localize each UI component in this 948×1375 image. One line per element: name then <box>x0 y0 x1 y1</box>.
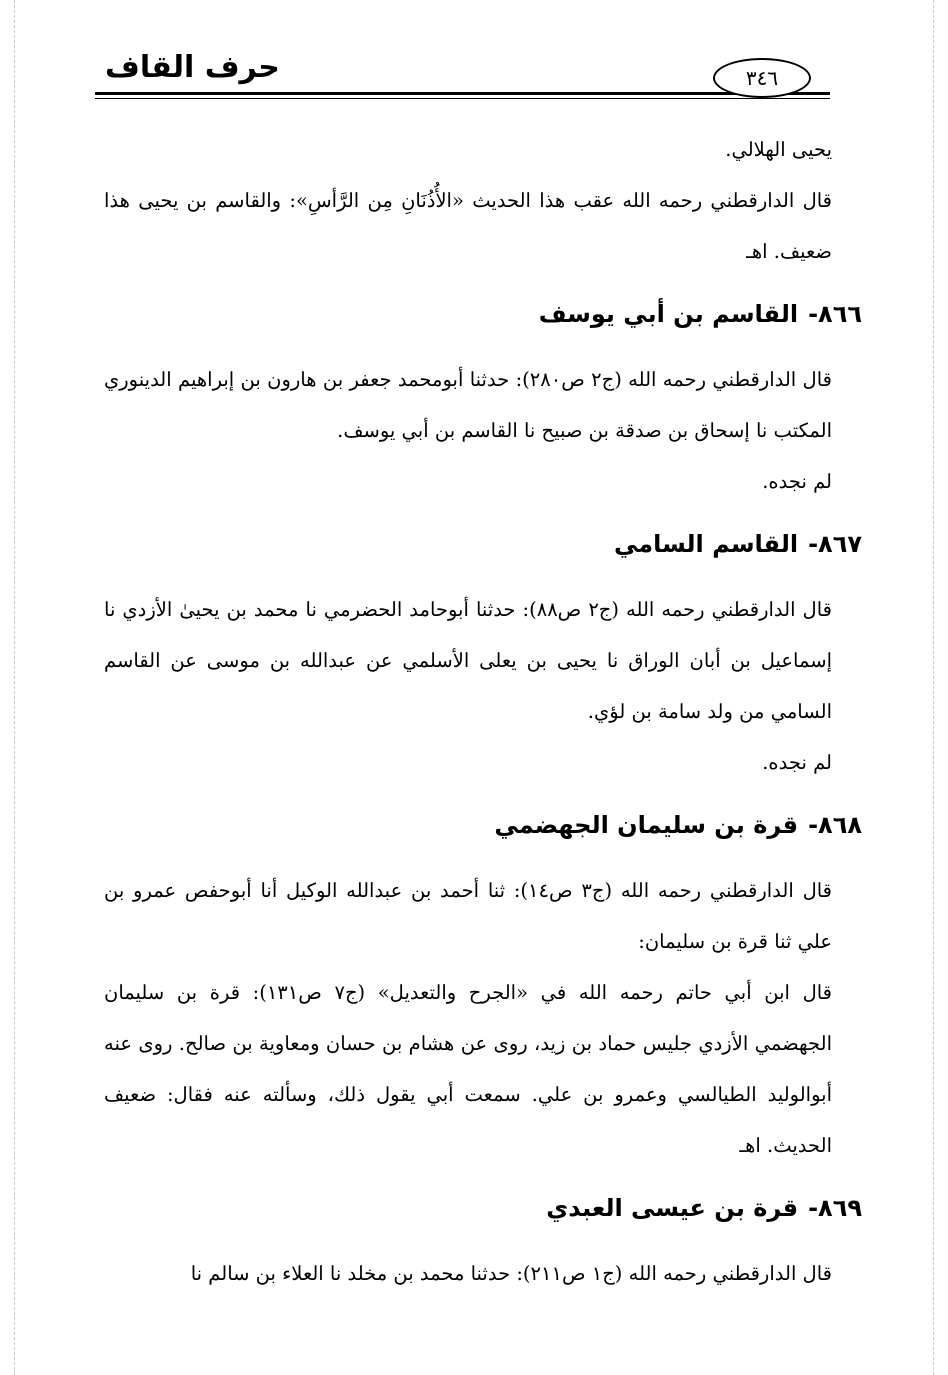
entry-paragraph: قال الدارقطني رحمه الله (ج٢ ص٢٨٠): حدثنا أبومحمد جعفر بن هارون بن إبراهيم الدينوري المكتب نا إسحاق بن صدقة بن صبيح نا القاسم بن أبي يوسف. <box>104 368 832 442</box>
page-number: ٣٤٦ <box>713 58 811 98</box>
entry-paragraph: قال الدارقطني رحمه الله (ج٢ ص٨٨): حدثنا أبوحامد الحضرمي نا محمد بن يحيىٰ الأزدي نا إسماعيل بن أبان الوراق نا يحيى بن يعلى الأسلمي عن عبدالله بن موسى عن القاسم السامي من ولد سامة بن لؤي. <box>104 598 832 723</box>
header-rule-thin <box>95 98 830 99</box>
entry-number: ٨٦٨- <box>808 811 862 839</box>
entry-number: ٨٦٧- <box>808 530 862 558</box>
page-header <box>95 46 830 102</box>
page-body <box>104 124 862 1299</box>
entry-paragraph: قال الدارقطني رحمه الله (ج١ ص٢١١): حدثنا محمد بن مخلد نا العلاء بن سالم نا <box>190 1262 832 1285</box>
intro-paragraph: قال الدارقطني رحمه الله عقب هذا الحديث «الأُذُنَانِ مِن الرَّأسِ»: والقاسم بن يحيى هذا ضعيف. اهـ <box>104 189 832 263</box>
entry-heading-869 <box>104 1190 862 1226</box>
entry-title: قرة بن عيسى العبدي <box>546 1194 799 1222</box>
entry-title: قرة بن سليمان الجهضمي <box>494 811 799 839</box>
entry-title: القاسم بن أبي يوسف <box>538 300 799 328</box>
entry-paragraph: قال الدارقطني رحمه الله (ج٣ ص١٤): ثنا أحمد بن عبدالله الوكيل أنا أبوحفص عمرو بن علي ثنا قرة بن سليمان: <box>104 879 832 953</box>
entry-heading-867 <box>104 526 862 562</box>
entry-heading-868 <box>104 807 862 843</box>
intro-line: يحيى الهلالي. <box>725 138 832 161</box>
entry-number: ٨٦٩- <box>808 1194 862 1222</box>
scan-guide-left <box>14 0 15 1375</box>
scan-guide-right <box>933 0 934 1375</box>
header-rule <box>95 92 830 95</box>
entry-paragraph: لم نجده. <box>762 470 832 493</box>
entry-title: القاسم السامي <box>613 530 799 558</box>
entry-paragraph: لم نجده. <box>762 751 832 774</box>
entry-number: ٨٦٦- <box>808 300 862 328</box>
entry-paragraph: قال ابن أبي حاتم رحمه الله في «الجرح والتعديل» (ج٧ ص١٣١): قرة بن سليمان الجهضمي الأزدي جليس حماد بن زيد، روى عن هشام بن حسان ومعاوية بن صالح. روى عنه أبوالوليد الطيالسي وعمرو بن علي. سمعت أبي يقول ذلك، وسألته عنه فقال: ضعيف الحديث. اهـ <box>104 981 833 1157</box>
entry-heading-866 <box>104 296 862 332</box>
chapter-title: حرف القاف <box>105 50 280 85</box>
